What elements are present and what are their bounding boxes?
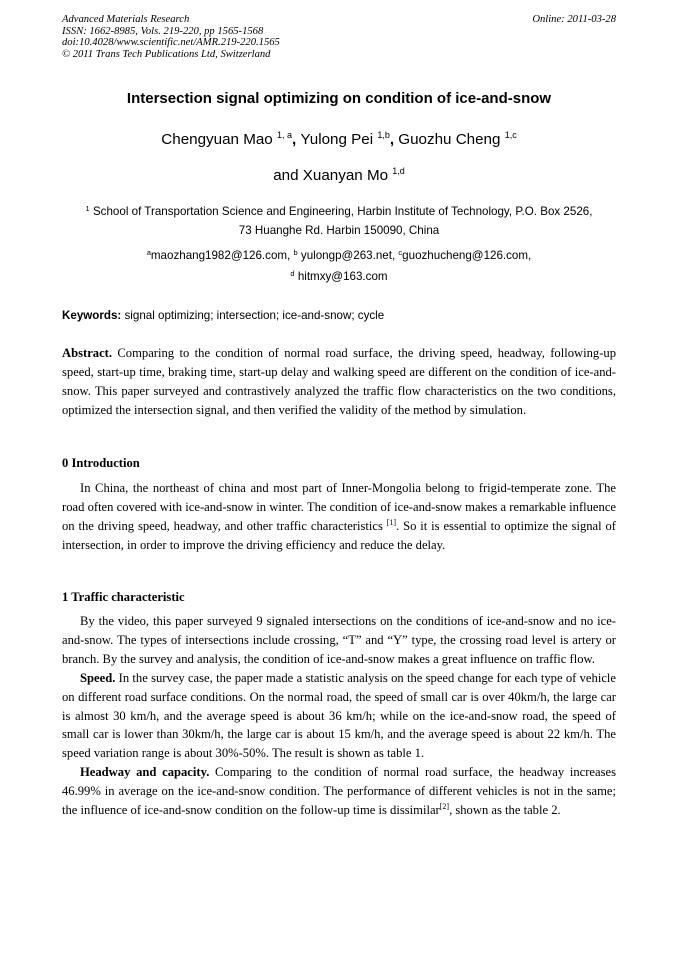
email-a: maozhang1982@126.com, [150, 249, 294, 262]
author-sup: 1,c [504, 130, 517, 140]
running-header [62, 14, 616, 60]
citation: [1] [386, 517, 397, 527]
introduction-paragraph: In China, the northeast of china and most part of Inner-Mongolia belong to frigid-temperate zone. The road often covered with ice-and-snow in winter. The condition of ice-and-snow makes a remarkable influence on the driving speed, headway, and other traffic characteristics [1]. So it is essential to optimize the signal of intersection, in order to improve the driving efficiency and reduce the delay. [62, 481, 617, 552]
paper-title: Intersection signal optimizing on condition of ice-and-snow [126, 90, 552, 107]
headway-paragraph: Headway and capacity. Comparing to the condition of normal road surface, the headway increases 46.99% in average on the ice-and-snow condition. The performance of different vehicles is not in the same; the influence of ice-and-snow condition on the follow-up time is dissimilar[2], shown as the table 2. [62, 765, 616, 818]
traffic-characteristic-body [62, 612, 616, 820]
author-sup: 1, a [276, 130, 292, 140]
email-b: yulongp@263.net, [297, 249, 399, 262]
author-name: Guozhu Cheng [398, 131, 501, 148]
speed-paragraph: Speed. In the survey case, the paper made a statistic analysis on the speed change for each type of vehicle on different road surface conditions. On the normal road, the speed of small car is over 40km/h, the large car is almost 30 km/h, and the average speed is about 36 km/h; while on the ice-and-snow road, the speed of small car is lower than 30km/h, the large car is about 15 km/h, and the average speed is about 22 km/h. The speed variation range is about 30%-50%. The result is shown as table 1. [62, 670, 616, 761]
headway-label: Headway and capacity. [80, 765, 210, 780]
author-sup: 1,d [392, 166, 405, 176]
author-name: Chengyuan Mao [161, 131, 273, 148]
affiliation: $^1$ School of Transportation Science and Engineering, Harbin Institute of Technology, P.O. Box 2526, 73 Huanghe Rd. Harbin 150090, China [85, 204, 593, 237]
keywords-label: Keywords: [62, 309, 122, 322]
online-date: Online: 2011-03-28 [532, 14, 616, 25]
abstract-label: Abstract. [62, 346, 113, 360]
author-name: Xuanyan Mo [302, 167, 389, 184]
email-c: guozhucheng@126.com, [402, 249, 532, 262]
copyright-line: © 2011 Trans Tech Publications Ltd, Switzerland [62, 48, 271, 60]
paragraph: By the video, this paper surveyed 9 signaled intersections on the conditions of ice-and-snow and no ice-and-snow. The types of intersections include crossing, “T” and “Y” type, the crossing road level is artery or branch. By the survey and analysis, the condition of ice-and-snow makes a great influence on traffic flow. [62, 614, 616, 666]
section-heading-introduction: 0 Introduction [62, 456, 140, 470]
section-heading-traffic-characteristic: 1 Traffic characteristic [62, 590, 185, 604]
journal-name: Advanced Materials Research [62, 14, 190, 25]
speed-label: Speed. [80, 670, 116, 685]
keywords: Keywords: signal optimizing; intersection; ice-and-snow; cycle [62, 309, 385, 322]
abstract: Abstract. Comparing to the condition of normal road surface, the driving speed, headway, following-up speed, start-up time, braking time, start-up delay and walking speed are different on the condition of ice-and-snow. This paper surveyed and contrastively analyzed the traffic flow characteristics on the two conditions, optimized the intersection signal, and then verified the validity of the method by simulation. [62, 346, 616, 417]
author-line-1: Chengyuan Mao $^{1, a}$, Yulong Pei $^{1,b}$, Guozhu Cheng $^{1,c}$ [161, 130, 517, 148]
author-emails: $^a$maozhang1982@126.com, $^b$ yulongp@263.net, $^c$guozhucheng@126.com, $^d$ hitmxy@163.com [146, 248, 532, 283]
citation: [2] [439, 802, 450, 812]
email-d: hitmxy@163.com [294, 270, 388, 283]
author-name: Yulong Pei [300, 131, 374, 148]
author-line-2: and Xuanyan Mo $^{1,d}$ [273, 166, 405, 184]
doi-line: doi:10.4028/www.scientific.net/AMR.219-220.1565 [62, 37, 280, 49]
author-sup: 1,b [377, 130, 390, 140]
issn-line: ISSN: 1662-8985, Vols. 219-220, pp 1565-1568 [62, 25, 264, 37]
